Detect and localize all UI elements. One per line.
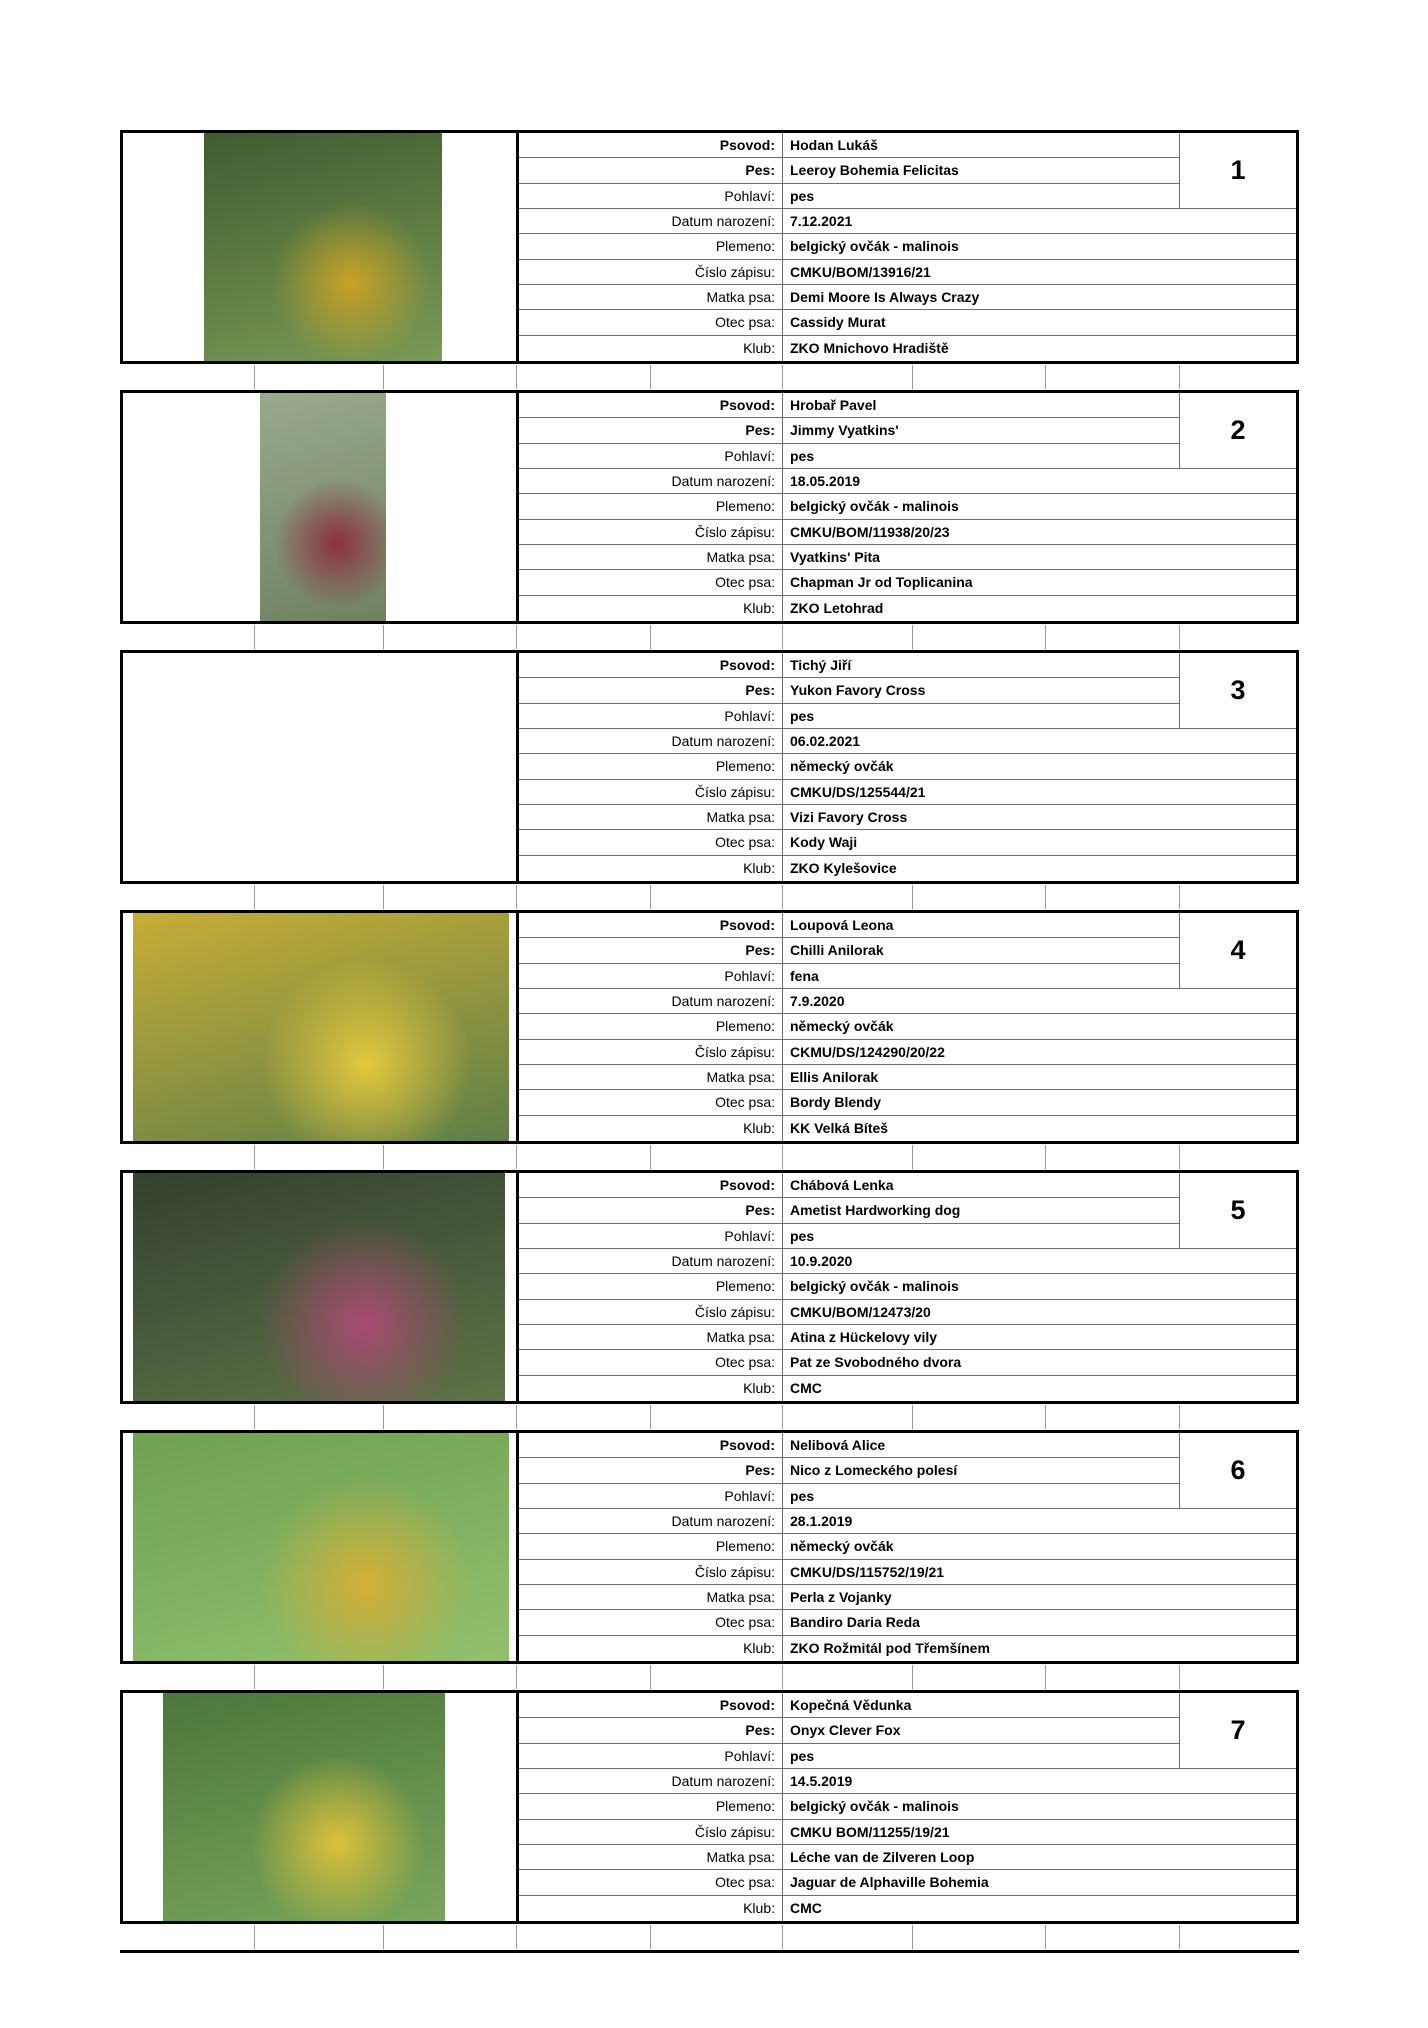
- field-value-otec-psa: Jaguar de Alphaville Bohemia: [782, 1870, 1296, 1895]
- field-label-plemeno: Plemeno:: [519, 494, 782, 519]
- grid-tick: [650, 885, 651, 909]
- field-label-pohlavi: Pohlaví:: [519, 1224, 782, 1249]
- entry-photo-cell: [123, 1173, 519, 1401]
- field-value-plemeno: belgický ovčák - malinois: [782, 234, 1296, 259]
- field-value-pohlavi: pes: [782, 704, 1179, 729]
- entry-block-5: [120, 1170, 1299, 1404]
- field-label-matka-psa: Matka psa:: [519, 1585, 782, 1610]
- field-value-plemeno: belgický ovčák - malinois: [782, 1794, 1296, 1819]
- entry-photo-cell: [123, 133, 519, 361]
- field-value-pohlavi: pes: [782, 1224, 1179, 1249]
- field-label-datum-narozeni: Datum narození:: [519, 469, 782, 494]
- grid-tick: [1179, 625, 1180, 649]
- field-value-klub: ZKO Kylešovice: [782, 856, 1296, 881]
- field-label-cislo-zapisu: Číslo zápisu:: [519, 1820, 782, 1845]
- field-value-plemeno: německý ovčák: [782, 1534, 1296, 1559]
- grid-tick: [650, 1145, 651, 1169]
- field-label-cislo-zapisu: Číslo zápisu:: [519, 1040, 782, 1065]
- field-label-pohlavi: Pohlaví:: [519, 444, 782, 469]
- field-label-plemeno: Plemeno:: [519, 1534, 782, 1559]
- entry-block-3: [120, 650, 1299, 884]
- field-value-matka-psa: Ellis Anilorak: [782, 1065, 1296, 1090]
- field-value-cislo-zapisu: CMKU BOM/11255/19/21: [782, 1820, 1296, 1845]
- grid-tick: [1045, 1145, 1046, 1169]
- field-label-otec-psa: Otec psa:: [519, 1610, 782, 1635]
- grid-tick: [516, 1665, 517, 1689]
- grid-tick: [912, 1145, 913, 1169]
- field-value-datum-narozeni: 7.12.2021: [782, 209, 1296, 234]
- field-value-klub: ZKO Rožmitál pod Třemšínem: [782, 1636, 1296, 1661]
- field-value-datum-narozeni: 28.1.2019: [782, 1509, 1296, 1534]
- entry-number: 6: [1179, 1433, 1296, 1509]
- field-value-pes: Nico z Lomeckého polesí: [782, 1458, 1179, 1483]
- entry-block-1: [120, 130, 1299, 364]
- field-value-klub: ZKO Mnichovo Hradiště: [782, 336, 1296, 361]
- grid-tick: [650, 1405, 651, 1429]
- field-label-psovod: Psovod:: [519, 1693, 782, 1718]
- field-label-datum-narozeni: Datum narození:: [519, 1249, 782, 1274]
- field-label-pohlavi: Pohlaví:: [519, 184, 782, 209]
- field-value-plemeno: belgický ovčák - malinois: [782, 494, 1296, 519]
- field-value-psovod: Kopečná Vědunka: [782, 1693, 1179, 1718]
- field-value-matka-psa: Léche van de Zilveren Loop: [782, 1845, 1296, 1870]
- grid-tick: [254, 1145, 255, 1169]
- field-value-datum-narozeni: 14.5.2019: [782, 1769, 1296, 1794]
- entry-block-6: [120, 1430, 1299, 1664]
- field-label-cislo-zapisu: Číslo zápisu:: [519, 1300, 782, 1325]
- entry-number: 1: [1179, 133, 1296, 209]
- field-value-pes: Chilli Anilorak: [782, 938, 1179, 963]
- field-label-cislo-zapisu: Číslo zápisu:: [519, 1560, 782, 1585]
- grid-tick: [1179, 1145, 1180, 1169]
- field-label-cislo-zapisu: Číslo zápisu:: [519, 780, 782, 805]
- field-value-pes: Leeroy Bohemia Felicitas: [782, 158, 1179, 183]
- grid-tick: [383, 625, 384, 649]
- field-label-psovod: Psovod:: [519, 133, 782, 158]
- field-label-datum-narozeni: Datum narození:: [519, 209, 782, 234]
- field-value-pes: Onyx Clever Fox: [782, 1718, 1179, 1743]
- grid-tick: [1179, 1665, 1180, 1689]
- grid-tick: [1045, 1405, 1046, 1429]
- field-value-plemeno: belgický ovčák - malinois: [782, 1274, 1296, 1299]
- field-value-matka-psa: Atina z Hückelovy vily: [782, 1325, 1296, 1350]
- grid-tick: [1045, 1665, 1046, 1689]
- grid-tick: [782, 1925, 783, 1949]
- spacer-row: [120, 1404, 1299, 1430]
- grid-tick: [782, 1405, 783, 1429]
- spacer-row: [120, 364, 1299, 390]
- field-value-pohlavi: pes: [782, 1484, 1179, 1509]
- field-label-otec-psa: Otec psa:: [519, 570, 782, 595]
- grid-tick: [912, 1405, 913, 1429]
- entry-photo-cell: [123, 913, 519, 1141]
- field-label-klub: Klub:: [743, 1120, 775, 1137]
- field-label-plemeno: Plemeno:: [519, 754, 782, 779]
- grid-tick: [383, 1145, 384, 1169]
- grid-tick: [516, 885, 517, 909]
- grid-tick: [1045, 365, 1046, 389]
- grid-tick: [782, 625, 783, 649]
- grid-tick: [254, 1405, 255, 1429]
- grid-tick: [516, 1925, 517, 1949]
- grid-tick: [254, 625, 255, 649]
- field-label-otec-psa: Otec psa:: [519, 1870, 782, 1895]
- field-value-otec-psa: Chapman Jr od Toplicanina: [782, 570, 1296, 595]
- grid-tick: [383, 1665, 384, 1689]
- field-label-matka-psa: Matka psa:: [519, 1065, 782, 1090]
- field-label-pohlavi: Pohlaví:: [519, 964, 782, 989]
- field-value-otec-psa: Cassidy Murat: [782, 310, 1296, 335]
- entry-photo: [133, 1433, 509, 1661]
- field-value-matka-psa: Vizi Favory Cross: [782, 805, 1296, 830]
- field-label-matka-psa: Matka psa:: [519, 1845, 782, 1870]
- entry-block-7: [120, 1690, 1299, 1924]
- field-label-pohlavi: Pohlaví:: [519, 704, 782, 729]
- field-label-matka-psa: Matka psa:: [519, 545, 782, 570]
- field-label-psovod: Psovod:: [519, 653, 782, 678]
- field-value-matka-psa: Perla z Vojanky: [782, 1585, 1296, 1610]
- field-label-plemeno: Plemeno:: [519, 1794, 782, 1819]
- field-value-pes: Yukon Favory Cross: [782, 678, 1179, 703]
- field-label-plemeno: Plemeno:: [519, 1014, 782, 1039]
- grid-tick: [516, 625, 517, 649]
- grid-tick: [254, 1665, 255, 1689]
- field-label-pes: Pes:: [519, 418, 782, 443]
- grid-tick: [1179, 1925, 1180, 1949]
- field-value-plemeno: německý ovčák: [782, 754, 1296, 779]
- grid-tick: [254, 365, 255, 389]
- field-value-matka-psa: Demi Moore Is Always Crazy: [782, 285, 1296, 310]
- grid-tick: [516, 1145, 517, 1169]
- field-value-pohlavi: pes: [782, 1744, 1179, 1769]
- grid-tick: [1179, 365, 1180, 389]
- field-label-pes: Pes:: [519, 678, 782, 703]
- field-value-pohlavi: pes: [782, 444, 1179, 469]
- field-value-matka-psa: Vyatkins' Pita: [782, 545, 1296, 570]
- catalog-table: [120, 130, 1299, 1953]
- field-label-cislo-zapisu: Číslo zápisu:: [519, 520, 782, 545]
- grid-tick: [650, 625, 651, 649]
- field-value-pes: Ametist Hardworking dog: [782, 1198, 1179, 1223]
- field-label-otec-psa: Otec psa:: [519, 310, 782, 335]
- field-value-datum-narozeni: 7.9.2020: [782, 989, 1296, 1014]
- field-label-pes: Pes:: [519, 1198, 782, 1223]
- grid-tick: [912, 365, 913, 389]
- field-label-klub: Klub:: [743, 1380, 775, 1397]
- entry-photo: [204, 133, 442, 361]
- field-label-pes: Pes:: [519, 938, 782, 963]
- field-value-klub: ZKO Letohrad: [782, 596, 1296, 621]
- field-value-klub: CMC: [782, 1896, 1296, 1921]
- field-value-psovod: Nelibová Alice: [782, 1433, 1179, 1458]
- spacer-row: [120, 1924, 1299, 1953]
- grid-tick: [782, 365, 783, 389]
- spacer-row: [120, 624, 1299, 650]
- entry-photo: [133, 1173, 505, 1401]
- field-label-klub: Klub:: [743, 340, 775, 357]
- grid-tick: [1179, 1405, 1180, 1429]
- field-value-klub: CMC: [782, 1376, 1296, 1401]
- grid-tick: [516, 365, 517, 389]
- field-label-klub: Klub:: [743, 1640, 775, 1657]
- field-value-cislo-zapisu: CMKU/BOM/11938/20/23: [782, 520, 1296, 545]
- field-label-datum-narozeni: Datum narození:: [519, 1769, 782, 1794]
- entry-photo-cell: [123, 393, 519, 621]
- grid-tick: [650, 1665, 651, 1689]
- grid-tick: [912, 885, 913, 909]
- entry-photo-cell: [123, 1693, 519, 1921]
- field-value-cislo-zapisu: CMKU/BOM/13916/21: [782, 260, 1296, 285]
- grid-tick: [1045, 885, 1046, 909]
- field-value-otec-psa: Kody Waji: [782, 830, 1296, 855]
- field-label-klub: Klub:: [743, 1900, 775, 1917]
- grid-tick: [1045, 1925, 1046, 1949]
- entry-photo: [133, 913, 509, 1141]
- field-label-psovod: Psovod:: [519, 913, 782, 938]
- field-label-cislo-zapisu: Číslo zápisu:: [519, 260, 782, 285]
- field-value-psovod: Loupová Leona: [782, 913, 1179, 938]
- grid-tick: [782, 885, 783, 909]
- grid-tick: [1045, 625, 1046, 649]
- spacer-row: [120, 1144, 1299, 1170]
- field-value-pes: Jimmy Vyatkins': [782, 418, 1179, 443]
- entry-block-4: [120, 910, 1299, 1144]
- field-label-matka-psa: Matka psa:: [519, 1325, 782, 1350]
- entry-photo: [163, 1693, 445, 1921]
- grid-tick: [254, 885, 255, 909]
- grid-tick: [516, 1405, 517, 1429]
- field-label-pes: Pes:: [519, 1718, 782, 1743]
- field-value-psovod: Tichý Jiří: [782, 653, 1179, 678]
- grid-tick: [383, 1925, 384, 1949]
- entry-number: 2: [1179, 393, 1296, 469]
- field-value-klub: KK Velká Bíteš: [782, 1116, 1296, 1141]
- field-label-otec-psa: Otec psa:: [519, 1350, 782, 1375]
- entry-photo-cell: [123, 653, 519, 881]
- entry-number: 4: [1179, 913, 1296, 989]
- grid-tick: [782, 1665, 783, 1689]
- field-label-klub: Klub:: [743, 600, 775, 617]
- entry-number: 7: [1179, 1693, 1296, 1769]
- grid-tick: [254, 1925, 255, 1949]
- field-value-cislo-zapisu: CKMU/DS/124290/20/22: [782, 1040, 1296, 1065]
- field-value-cislo-zapisu: CMKU/DS/115752/19/21: [782, 1560, 1296, 1585]
- spacer-row: [120, 1664, 1299, 1690]
- entry-number: 3: [1179, 653, 1296, 729]
- field-value-datum-narozeni: 06.02.2021: [782, 729, 1296, 754]
- field-label-datum-narozeni: Datum narození:: [519, 1509, 782, 1534]
- field-label-datum-narozeni: Datum narození:: [519, 729, 782, 754]
- grid-tick: [650, 1925, 651, 1949]
- field-label-datum-narozeni: Datum narození:: [519, 989, 782, 1014]
- field-label-plemeno: Plemeno:: [519, 1274, 782, 1299]
- field-label-psovod: Psovod:: [519, 1173, 782, 1198]
- field-label-pes: Pes:: [519, 158, 782, 183]
- spacer-row: [120, 884, 1299, 910]
- field-label-psovod: Psovod:: [519, 393, 782, 418]
- entry-number: 5: [1179, 1173, 1296, 1249]
- entry-block-2: [120, 390, 1299, 624]
- field-value-plemeno: německý ovčák: [782, 1014, 1296, 1039]
- field-label-otec-psa: Otec psa:: [519, 830, 782, 855]
- field-value-otec-psa: Bordy Blendy: [782, 1090, 1296, 1115]
- field-label-plemeno: Plemeno:: [519, 234, 782, 259]
- field-label-klub: Klub:: [743, 860, 775, 877]
- field-label-pohlavi: Pohlaví:: [519, 1744, 782, 1769]
- entry-photo-cell: [123, 1433, 519, 1661]
- entry-photo: [260, 393, 386, 621]
- grid-tick: [912, 1665, 913, 1689]
- field-label-matka-psa: Matka psa:: [519, 805, 782, 830]
- grid-tick: [912, 625, 913, 649]
- field-label-pes: Pes:: [519, 1458, 782, 1483]
- grid-tick: [650, 365, 651, 389]
- field-value-otec-psa: Pat ze Svobodného dvora: [782, 1350, 1296, 1375]
- field-value-cislo-zapisu: CMKU/BOM/12473/20: [782, 1300, 1296, 1325]
- field-value-pohlavi: pes: [782, 184, 1179, 209]
- grid-tick: [383, 365, 384, 389]
- field-label-matka-psa: Matka psa:: [519, 285, 782, 310]
- field-value-psovod: Chábová Lenka: [782, 1173, 1179, 1198]
- field-value-pohlavi: fena: [782, 964, 1179, 989]
- field-value-psovod: Hrobař Pavel: [782, 393, 1179, 418]
- grid-tick: [782, 1145, 783, 1169]
- field-value-otec-psa: Bandiro Daria Reda: [782, 1610, 1296, 1635]
- field-value-psovod: Hodan Lukáš: [782, 133, 1179, 158]
- field-value-cislo-zapisu: CMKU/DS/125544/21: [782, 780, 1296, 805]
- field-label-pohlavi: Pohlaví:: [519, 1484, 782, 1509]
- field-label-psovod: Psovod:: [519, 1433, 782, 1458]
- grid-tick: [383, 1405, 384, 1429]
- grid-tick: [1179, 885, 1180, 909]
- field-value-datum-narozeni: 18.05.2019: [782, 469, 1296, 494]
- field-value-datum-narozeni: 10.9.2020: [782, 1249, 1296, 1274]
- grid-tick: [912, 1925, 913, 1949]
- grid-tick: [383, 885, 384, 909]
- field-label-otec-psa: Otec psa:: [519, 1090, 782, 1115]
